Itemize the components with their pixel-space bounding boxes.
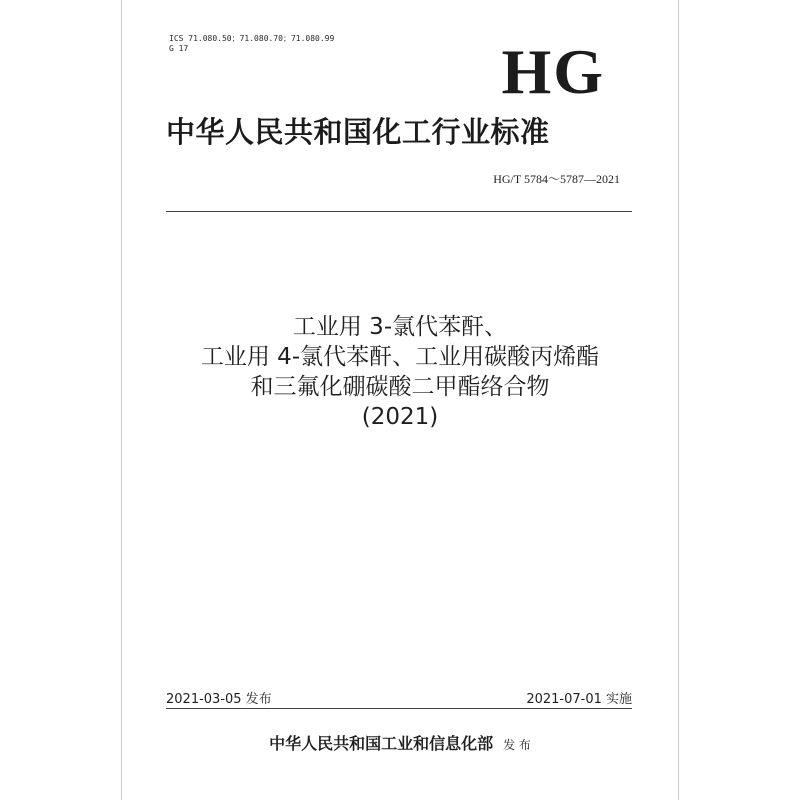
classification-codes <box>169 34 334 54</box>
standard-type-title: 中华人民共和国化工行业标准 <box>166 115 550 149</box>
standard-code: HG/T 5784～5787—2021 <box>493 172 620 186</box>
implementation-date: 2021-07-01 实施 <box>526 692 632 707</box>
standard-cover-page <box>121 0 679 800</box>
bottom-divider <box>166 708 632 709</box>
publisher-name: 中华人民共和国工业和信息化部 <box>269 734 494 753</box>
document-title <box>122 312 678 432</box>
hg-mark: HG <box>501 36 605 107</box>
publisher-action: 发 布 <box>503 738 531 752</box>
ccs-code: G 17 <box>169 44 189 53</box>
title-line-4: (2021) <box>361 404 439 430</box>
ics-code: ICS 71.080.50；71.080.70；71.080.99 <box>169 34 335 43</box>
title-line-2: 工业用 4-氯代苯酐、工业用碳酸丙烯酯 <box>200 344 600 370</box>
title-line-3: 和三氟化硼碳酸二甲酯络合物 <box>250 374 550 400</box>
publisher-line <box>122 731 678 754</box>
release-date: 2021-03-05 发布 <box>166 692 272 707</box>
top-divider <box>166 211 632 212</box>
title-line-1: 工业用 3-氯代苯酐、 <box>292 314 508 340</box>
